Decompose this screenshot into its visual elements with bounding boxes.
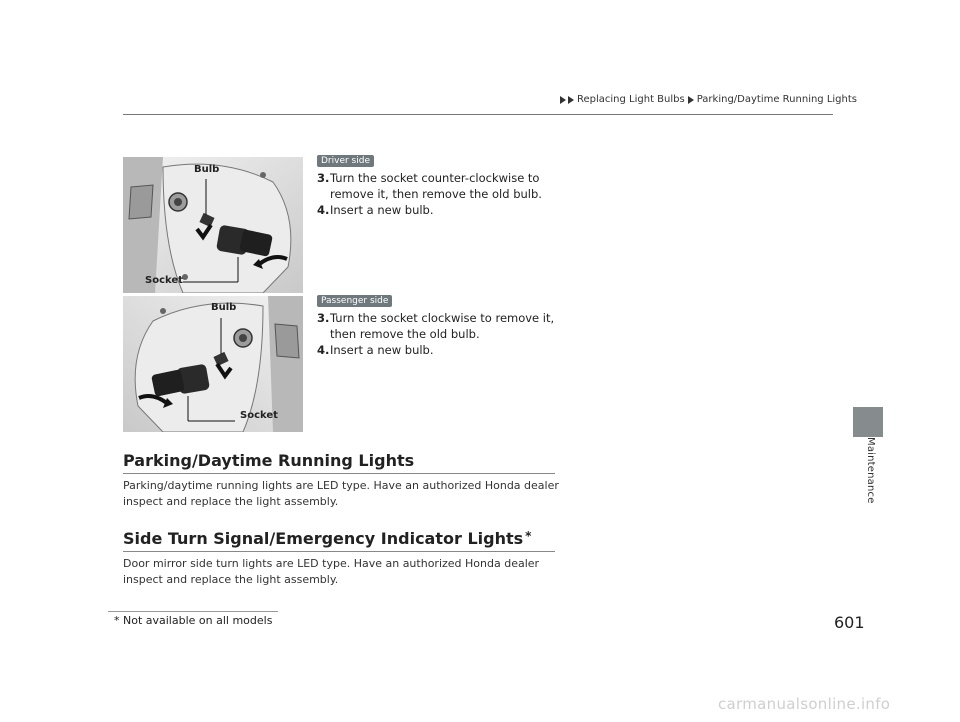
section-body: Door mirror side turn lights are LED type. Have an authorized Honda dealer inspect and replace the light assembly. — [123, 557, 540, 586]
step-text: Insert a new bulb. — [330, 343, 434, 357]
socket-label: Socket — [240, 410, 278, 421]
breadcrumb-item[interactable]: Replacing Light Bulbs — [577, 94, 685, 105]
driver-side-drawing — [123, 157, 303, 293]
footnote-marker: * — [525, 529, 532, 543]
footnote-rule — [108, 611, 278, 612]
passenger-side-illustration — [123, 296, 303, 432]
step-item — [317, 202, 557, 218]
passenger-side-steps — [317, 310, 557, 358]
driver-side-badge: Driver side — [317, 155, 374, 167]
passenger-side-badge: Passenger side — [317, 295, 392, 307]
step-number: 3. — [317, 311, 330, 325]
step-text: Turn the socket counter-clockwise to remove it, then remove the old bulb. — [330, 171, 542, 201]
step-text: Turn the socket clockwise to remove it, then remove the old bulb. — [330, 311, 555, 341]
step-item — [317, 310, 557, 342]
chapter-tab-label: Maintenance — [865, 437, 876, 504]
driver-side-illustration — [123, 157, 303, 293]
section-heading — [123, 529, 531, 548]
breadcrumb-arrow-icon — [688, 96, 694, 104]
step-number: 4. — [317, 343, 330, 357]
breadcrumb — [560, 94, 858, 105]
socket-label: Socket — [145, 275, 183, 286]
chapter-tab[interactable] — [853, 407, 883, 437]
step-number: 3. — [317, 171, 330, 185]
section-heading — [123, 451, 416, 470]
step-item — [317, 342, 557, 358]
header-rule — [123, 114, 833, 115]
step-item — [317, 170, 557, 202]
breadcrumb-arrow-icon — [560, 96, 566, 104]
driver-side-steps — [317, 170, 557, 218]
bulb-label: Bulb — [194, 164, 220, 175]
section-title: Side Turn Signal/Emergency Indicator Lights — [123, 529, 524, 548]
page-number: 601 — [834, 613, 865, 632]
watermark: carmanualsonline.info — [718, 695, 891, 713]
bulb-label: Bulb — [211, 302, 237, 313]
step-number: 4. — [317, 203, 330, 217]
step-text: Insert a new bulb. — [330, 203, 434, 217]
section-rule — [123, 551, 555, 552]
breadcrumb-arrow-icon — [568, 96, 574, 104]
section-title: Parking/Daytime Running Lights — [123, 451, 415, 470]
section-rule — [123, 473, 555, 474]
breadcrumb-item[interactable]: Parking/Daytime Running Lights — [696, 94, 858, 105]
section-body: Parking/daytime running lights are LED type. Have an authorized Honda dealer inspect and replace the light assembly. — [123, 479, 559, 508]
footnote: * Not available on all models — [114, 614, 273, 627]
